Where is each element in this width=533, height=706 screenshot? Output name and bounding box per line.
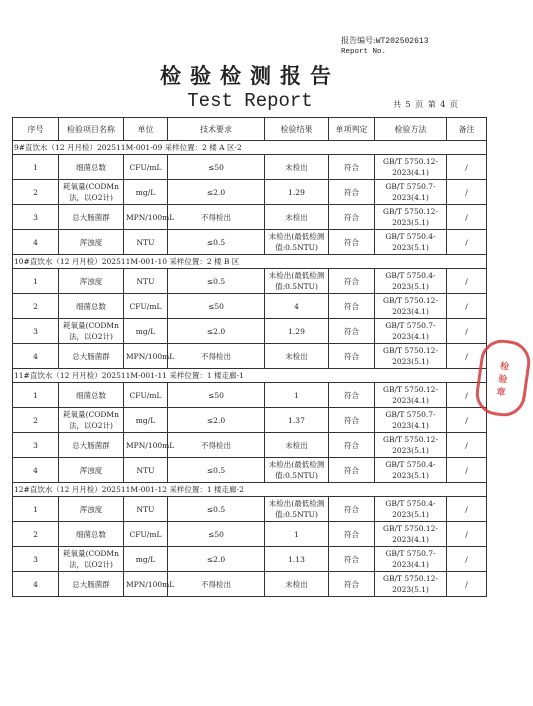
sample-group-title: 11#直饮水（12 月月检）202511M-001-11 采样位置：1 楼走廊-1	[13, 369, 487, 383]
judgement-cell: 符合	[329, 155, 375, 180]
requirement-cell: ≤50	[168, 383, 265, 408]
test-item-cell: 细菌总数	[59, 522, 124, 547]
test-item-cell: 细菌总数	[59, 294, 124, 319]
table-row	[13, 180, 487, 205]
table-row	[13, 205, 487, 230]
row-number-cell: 4	[13, 344, 59, 369]
result-cell: 未检出(最低检测值:0.5NTU)	[265, 230, 329, 255]
requirement-cell: ≤2.0	[168, 319, 265, 344]
test-method-cell: GB/T 5750.7-2023(4.1)	[375, 319, 447, 344]
remark-cell: /	[447, 230, 487, 255]
judgement-cell: 符合	[329, 408, 375, 433]
table-row	[13, 572, 487, 597]
test-item-cell: 耗氧量(CODMn法，以O2计)	[59, 547, 124, 572]
test-method-cell: GB/T 5750.12-2023(4.1)	[375, 155, 447, 180]
test-item-cell: 浑浊度	[59, 458, 124, 483]
test-item-cell: 总大肠菌群	[59, 205, 124, 230]
row-number-cell: 1	[13, 155, 59, 180]
col-header: 检验项目名称	[59, 118, 124, 141]
test-item-cell: 总大肠菌群	[59, 572, 124, 597]
judgement-cell: 符合	[329, 433, 375, 458]
result-cell: 未检出(最低检测值:0.5NTU)	[265, 497, 329, 522]
requirement-cell: 不得检出	[168, 572, 265, 597]
test-method-cell: GB/T 5750.4-2023(5.1)	[375, 230, 447, 255]
report-no-label-cn: 报告编号:	[341, 36, 376, 45]
row-number-cell: 2	[13, 522, 59, 547]
requirement-cell: ≤0.5	[168, 230, 265, 255]
judgement-cell: 符合	[329, 383, 375, 408]
table-row	[13, 433, 487, 458]
table-row	[13, 497, 487, 522]
unit-cell: mg/L	[124, 547, 168, 572]
result-cell: 1	[265, 383, 329, 408]
judgement-cell: 符合	[329, 344, 375, 369]
sample-group-title: 12#直饮水（12 月月检）202511M-001-12 采样位置：1 楼走廊-2	[13, 483, 487, 497]
remark-cell: /	[447, 522, 487, 547]
col-header: 检验结果	[265, 118, 329, 141]
stamp-mark: 检	[499, 361, 510, 373]
test-item-cell: 浑浊度	[59, 230, 124, 255]
row-number-cell: 3	[13, 547, 59, 572]
test-method-cell: GB/T 5750.7-2023(4.1)	[375, 180, 447, 205]
unit-cell: CFU/mL	[124, 155, 168, 180]
test-method-cell: GB/T 5750.7-2023(4.1)	[375, 408, 447, 433]
table-row	[13, 155, 487, 180]
test-item-cell: 细菌总数	[59, 155, 124, 180]
sample-group-row	[13, 369, 487, 383]
result-cell: 未检出	[265, 205, 329, 230]
result-cell: 未检出(最低检测值:0.5NTU)	[265, 458, 329, 483]
remark-cell: /	[447, 344, 487, 369]
results-table	[12, 117, 487, 597]
unit-cell: MPN/100mL	[124, 433, 168, 458]
result-cell: 未检出	[265, 572, 329, 597]
table-row	[13, 230, 487, 255]
test-item-cell: 耗氧量(CODMn法，以O2计)	[59, 408, 124, 433]
row-number-cell: 3	[13, 433, 59, 458]
remark-cell: /	[447, 155, 487, 180]
result-cell: 未检出	[265, 433, 329, 458]
row-number-cell: 4	[13, 230, 59, 255]
table-row	[13, 269, 487, 294]
unit-cell: mg/L	[124, 319, 168, 344]
result-cell: 1.13	[265, 547, 329, 572]
row-number-cell: 2	[13, 294, 59, 319]
test-method-cell: GB/T 5750.12-2023(4.1)	[375, 383, 447, 408]
table-row	[13, 294, 487, 319]
table-row	[13, 547, 487, 572]
result-cell: 4	[265, 294, 329, 319]
col-header: 备注	[447, 118, 487, 141]
requirement-cell: ≤0.5	[168, 497, 265, 522]
stamp-mark: 章	[495, 386, 507, 398]
result-cell: 未检出	[265, 344, 329, 369]
test-item-cell: 耗氧量(CODMn法，以O2计)	[59, 180, 124, 205]
unit-cell: NTU	[124, 497, 168, 522]
requirement-cell: ≤2.0	[168, 408, 265, 433]
unit-cell: CFU/mL	[124, 294, 168, 319]
col-header: 序号	[13, 118, 59, 141]
judgement-cell: 符合	[329, 294, 375, 319]
table-row	[13, 458, 487, 483]
row-number-cell: 4	[13, 458, 59, 483]
result-cell: 1.29	[265, 319, 329, 344]
row-number-cell: 1	[13, 269, 59, 294]
test-method-cell: GB/T 5750.7-2023(4.1)	[375, 547, 447, 572]
judgement-cell: 符合	[329, 180, 375, 205]
test-method-cell: GB/T 5750.4-2023(5.1)	[375, 458, 447, 483]
judgement-cell: 符合	[329, 572, 375, 597]
result-cell: 1	[265, 522, 329, 547]
row-number-cell: 2	[13, 408, 59, 433]
row-number-cell: 2	[13, 180, 59, 205]
row-number-cell: 1	[13, 497, 59, 522]
row-number-cell: 3	[13, 319, 59, 344]
test-method-cell: GB/T 5750.4-2023(5.1)	[375, 269, 447, 294]
requirement-cell: ≤50	[168, 522, 265, 547]
remark-cell: /	[447, 433, 487, 458]
remark-cell: /	[447, 205, 487, 230]
remark-cell: /	[447, 408, 487, 433]
test-method-cell: GB/T 5750.12-2023(4.1)	[375, 522, 447, 547]
unit-cell: mg/L	[124, 408, 168, 433]
table-row	[13, 522, 487, 547]
remark-cell: /	[447, 319, 487, 344]
judgement-cell: 符合	[329, 205, 375, 230]
unit-cell: CFU/mL	[124, 522, 168, 547]
requirement-cell: 不得检出	[168, 205, 265, 230]
page-info: 共 5 页 第 4 页	[393, 100, 459, 109]
report-no-label-en: Report No.	[341, 48, 387, 56]
test-method-cell: GB/T 5750.12-2023(5.1)	[375, 433, 447, 458]
test-item-cell: 耗氧量(CODMn法，以O2计)	[59, 319, 124, 344]
row-number-cell: 3	[13, 205, 59, 230]
result-cell: 未检出	[265, 155, 329, 180]
col-header: 单项判定	[329, 118, 375, 141]
test-item-cell: 细菌总数	[59, 383, 124, 408]
requirement-cell: ≤50	[168, 294, 265, 319]
unit-cell: NTU	[124, 230, 168, 255]
unit-cell: NTU	[124, 269, 168, 294]
judgement-cell: 符合	[329, 458, 375, 483]
result-cell: 1.29	[265, 180, 329, 205]
judgement-cell: 符合	[329, 269, 375, 294]
requirement-cell: ≤0.5	[168, 458, 265, 483]
sample-group-title: 10#直饮水（12 月月检）202511M-001-10 采样位置：2 楼 B 区	[13, 255, 487, 269]
remark-cell: /	[447, 458, 487, 483]
remark-cell: /	[447, 383, 487, 408]
sample-group-row	[13, 141, 487, 155]
col-header: 检验方法	[375, 118, 447, 141]
table-body	[13, 141, 487, 597]
report-number	[341, 36, 429, 57]
requirement-cell: 不得检出	[168, 344, 265, 369]
table-row	[13, 408, 487, 433]
col-header: 单位	[124, 118, 168, 141]
title-cn: 检验检测报告	[160, 63, 340, 88]
test-method-cell: GB/T 5750.4-2023(5.1)	[375, 497, 447, 522]
judgement-cell: 符合	[329, 522, 375, 547]
result-cell: 1.37	[265, 408, 329, 433]
requirement-cell: ≤50	[168, 155, 265, 180]
test-item-cell: 总大肠菌群	[59, 433, 124, 458]
requirement-cell: ≤2.0	[168, 547, 265, 572]
judgement-cell: 符合	[329, 230, 375, 255]
col-header: 技术要求	[168, 118, 265, 141]
unit-cell: CFU/mL	[124, 383, 168, 408]
table-row	[13, 344, 487, 369]
table-header	[13, 118, 487, 141]
judgement-cell: 符合	[329, 547, 375, 572]
requirement-cell: ≤0.5	[168, 269, 265, 294]
requirement-cell: ≤2.0	[168, 180, 265, 205]
judgement-cell: 符合	[329, 319, 375, 344]
unit-cell: MPN/100mL	[124, 572, 168, 597]
unit-cell: NTU	[124, 458, 168, 483]
sample-group-row	[13, 255, 487, 269]
judgement-cell: 符合	[329, 497, 375, 522]
row-number-cell: 4	[13, 572, 59, 597]
remark-cell: /	[447, 572, 487, 597]
report-no-value: WT202502613	[375, 37, 429, 46]
remark-cell: /	[447, 180, 487, 205]
remark-cell: /	[447, 497, 487, 522]
test-method-cell: GB/T 5750.12-2023(5.1)	[375, 344, 447, 369]
unit-cell: MPN/100mL	[124, 205, 168, 230]
remark-cell: /	[447, 294, 487, 319]
sample-group-row	[13, 483, 487, 497]
test-item-cell: 浑浊度	[59, 497, 124, 522]
remark-cell: /	[447, 547, 487, 572]
row-number-cell: 1	[13, 383, 59, 408]
result-cell: 未检出(最低检测值:0.5NTU)	[265, 269, 329, 294]
table-row	[13, 319, 487, 344]
sample-group-title: 9#直饮水（12 月月检）202511M-001-09 采样位置：2 楼 A 区-2	[13, 141, 487, 155]
test-item-cell: 浑浊度	[59, 269, 124, 294]
unit-cell: mg/L	[124, 180, 168, 205]
test-method-cell: GB/T 5750.12-2023(5.1)	[375, 572, 447, 597]
title-en: Test Report	[187, 90, 313, 112]
table-row	[13, 383, 487, 408]
remark-cell: /	[447, 269, 487, 294]
requirement-cell: 不得检出	[168, 433, 265, 458]
stamp-mark: 验	[497, 373, 508, 386]
test-method-cell: GB/T 5750.12-2023(4.1)	[375, 294, 447, 319]
test-method-cell: GB/T 5750.12-2023(5.1)	[375, 205, 447, 230]
unit-cell: MPN/100mL	[124, 344, 168, 369]
test-item-cell: 总大肠菌群	[59, 344, 124, 369]
